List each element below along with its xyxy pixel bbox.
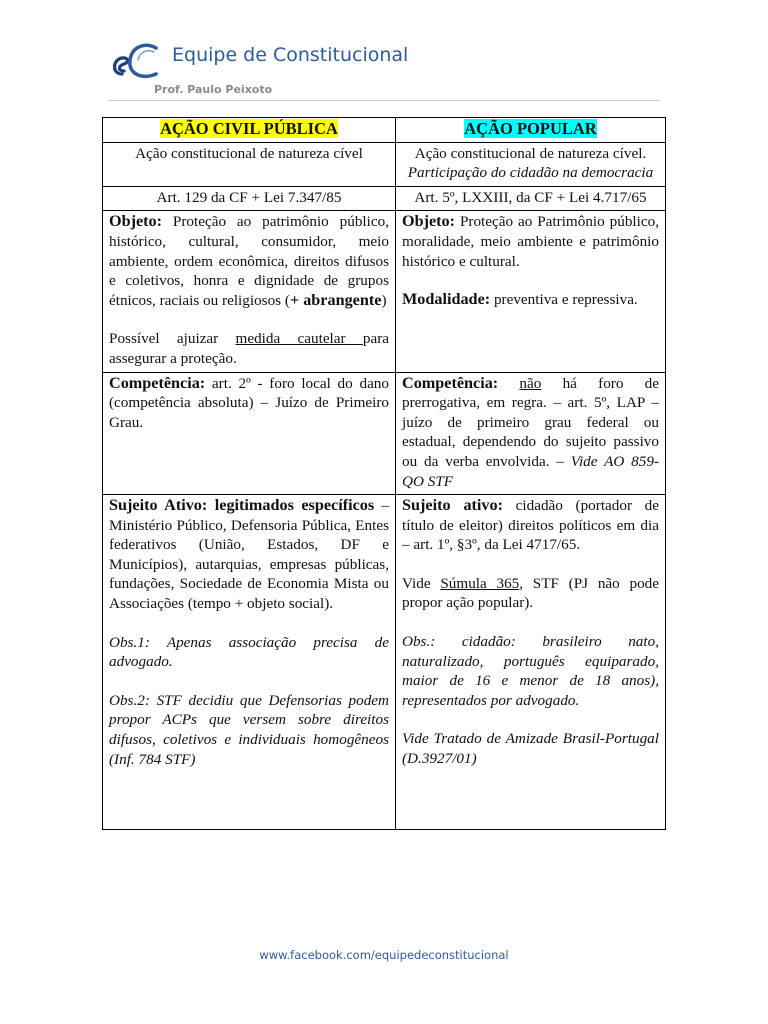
obs1-text: Obs.1: Apenas associação precisa de advogado.: [109, 633, 389, 671]
objeto-acp: [103, 211, 396, 372]
participacao-text: Participação do cidadão na democracia: [407, 164, 654, 182]
cautelar-paragraph: Possível ajuizar medida cautelar para assegurar a proteção.: [109, 330, 389, 367]
modalidade-paragraph: Modalidade: preventiva e repressiva.: [402, 290, 638, 309]
competencia-acp: Competência: art. 2º - foro local do dano (competência absoluta) – Juízo de Primeiro Grau.: [103, 372, 396, 495]
natureza-acp: Ação constitucional de natureza cível: [103, 142, 396, 186]
sujeito-ativo-label: Sujeito Ativo: legitimados específicos: [109, 496, 375, 515]
vide-ao-text: Vide AO 859-QO STF: [402, 452, 660, 490]
table-row: [103, 186, 666, 211]
medida-cautelar-text: medida cautelar: [235, 330, 363, 348]
table-row: [103, 211, 666, 372]
objeto-ap-paragraph: Objeto: Proteção ao Patrimônio público, moralidade, meio ambiente e patrimônio histórico e cultural.: [402, 212, 659, 270]
obs2-text: Obs.2: STF decidiu que Defensorias podem propor ACPs que versem sobre direitos difusos, coletivos e individuais homogêneos (Inf. 784 STF): [109, 691, 389, 768]
natureza-ap-text: Ação constitucional de natureza cível.: [414, 144, 647, 162]
col1-title: AÇÃO CIVIL PÚBLICA: [160, 119, 338, 138]
header-divider: [108, 100, 660, 101]
sumula-365-text: Súmula 365: [440, 574, 520, 592]
vide-tratado-text: Vide Tratado de Amizade Brasil-Portugal (D.3927/01): [402, 730, 659, 768]
objeto-label: Objeto:: [109, 212, 163, 231]
natureza-ap: [396, 142, 666, 186]
abrangente-label: + abrangente: [289, 290, 382, 309]
table-row: [103, 142, 666, 186]
sujeito-acp: [103, 495, 396, 830]
header-cell-acp: [103, 118, 396, 143]
objeto-ap: [396, 211, 666, 372]
header-cell-ap: [396, 118, 666, 143]
competencia-label: Competência:: [109, 373, 206, 392]
table-header-row: [103, 118, 666, 143]
table-row: [103, 495, 666, 830]
comparison-table: [102, 117, 666, 830]
obs-cidadao-text: Obs.: cidadão: brasileiro nato, naturalizado, português equiparado, maior de 16 e menor de 18 anos), representados por advogado.: [402, 633, 659, 709]
objeto-label: Objeto:: [402, 212, 456, 231]
sujeito-acp-paragraph: Sujeito Ativo: legitimados específicos – Ministério Público, Defensoria Pública, Entes federativos (União, Estados, DF e Municípios), autarquias, empresas públicas, fundações, Sociedade de Economia Mista ou Associações (tempo + objeto social).: [109, 496, 389, 613]
sujeito-ap: [396, 495, 666, 830]
base-legal-acp: Art. 129 da CF + Lei 7.347/85: [103, 186, 396, 211]
table-row: [103, 372, 666, 495]
objeto-acp-paragraph: Objeto: Proteção ao patrimônio público, histórico, cultural, consumidor, meio ambiente, ordem econômica, direitos difusos e coletivos, honra e dignidade de grupos étnicos, raciais ou religiosos (+ abrangente): [109, 212, 389, 309]
sumula-paragraph: Vide Súmula 365, STF (PJ não pode propor ação popular).: [402, 574, 659, 612]
col2-title: AÇÃO POPULAR: [464, 119, 597, 138]
header-title: Equipe de Constitucional: [172, 44, 409, 66]
base-legal-ap: Art. 5º, LXXIII, da CF + Lei 4.717/65: [396, 186, 666, 211]
header-subtitle: Prof. Paulo Peixoto: [154, 83, 273, 96]
nao-text: não: [519, 374, 542, 392]
sujeito-ativo-label: Sujeito ativo:: [402, 496, 504, 515]
competencia-label: Competência:: [402, 373, 499, 392]
ec-logo-icon: [108, 40, 168, 84]
modalidade-label: Modalidade:: [402, 290, 491, 309]
sujeito-ap-paragraph: Sujeito ativo: cidadão (portador de título de eleitor) direitos políticos em dia – art. 1º, §3º, da Lei 4717/65.: [402, 496, 659, 554]
footer-url[interactable]: www.facebook.com/equipedeconstitucional: [259, 948, 509, 962]
page-header: [108, 40, 660, 102]
competencia-ap: Competência: não há foro de prerrogativa, em regra. – art. 5º, LAP – juízo de primeiro grau federal ou estadual, dependendo do sujeito passivo ou da verba envolvida. – Vide AO 859-QO STF: [396, 372, 666, 495]
